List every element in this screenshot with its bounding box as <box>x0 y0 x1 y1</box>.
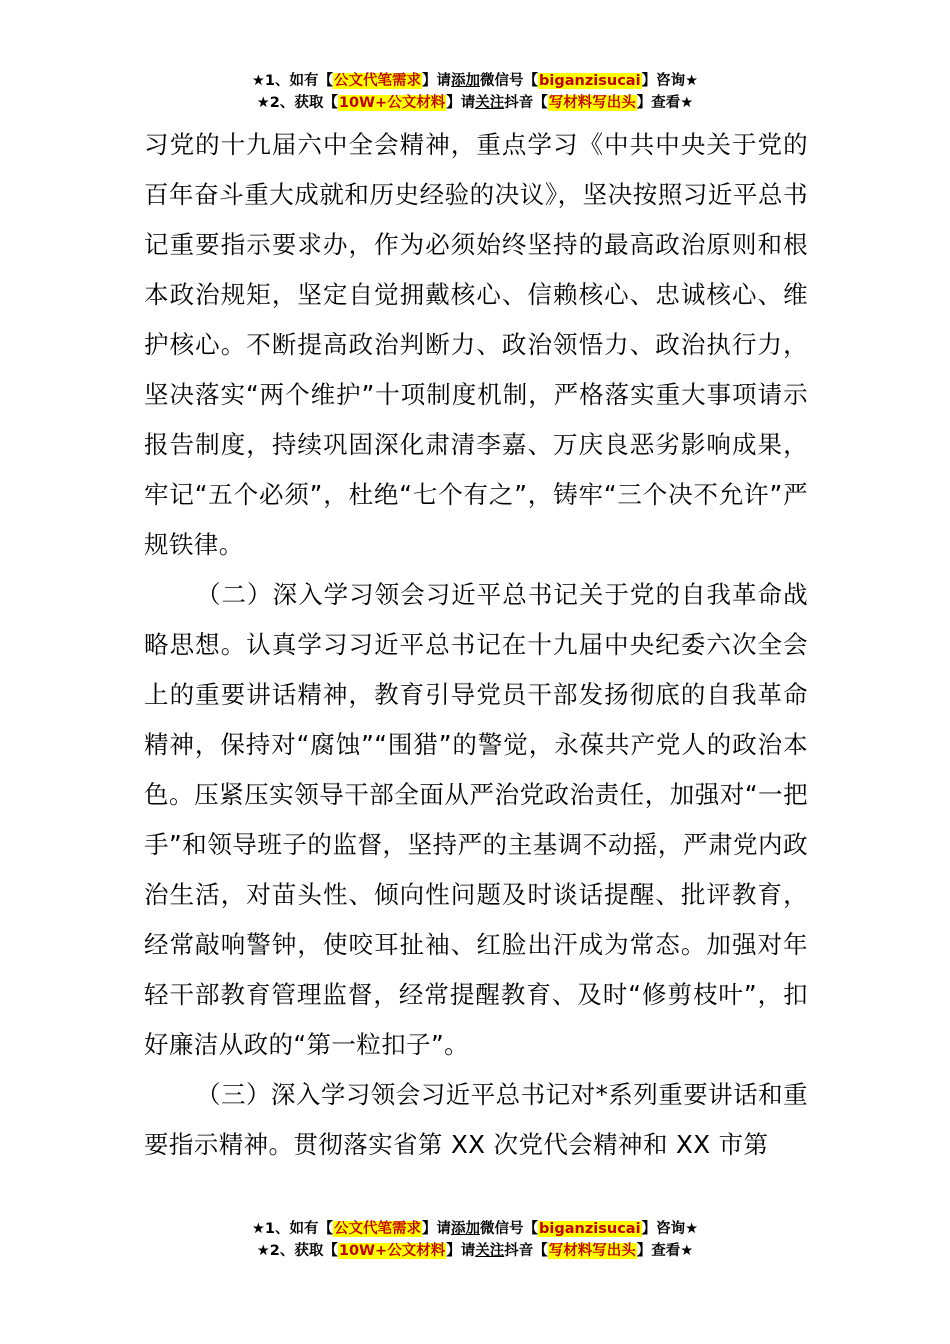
banner-highlight: biganzisucai <box>539 1221 641 1237</box>
body-paragraph-2: （二）深入学习领会习近平总书记关于党的自我革命战略思想。认真学习习近平总书记在十九届中央纪委六次全会上的重要讲话精神，教育引导党员干部发扬彻底的自我革命精神，保持对“腐蚀”“围猎”的警觉，永葆共产党人的政治本色。压紧压实领导干部全面从严治党政治责任，加强对“一把手”和领导班子的监督，坚持严的主基调不动摇，严肃党内政治生活，对苗头性、倾向性问题及时谈话提醒、批评教育，经常敲响警钟，使咬耳扯袖、红脸出汗成为常态。加强对年轻干部教育管理监督，经常提醒教育、及时“修剪枝叶”，扣好廉洁从政的“第一粒扣子”。 <box>144 580 808 1059</box>
banner-highlight: 10W+公文材料 <box>338 95 446 111</box>
banner-emphasis: 关注 <box>475 1243 505 1259</box>
banner-highlight: 写材料写出头 <box>548 1243 636 1259</box>
banner-text: 】查看★ <box>636 1243 694 1259</box>
footer-banner-line-2 <box>0 1240 950 1262</box>
header-banner-line-2 <box>0 92 950 114</box>
banner-text: 抖音【 <box>504 95 548 111</box>
banner-text: 】请 <box>446 1243 476 1259</box>
footer-banner <box>0 1218 950 1262</box>
banner-text: 】请 <box>422 1221 452 1237</box>
body-paragraph-1: 习党的十九届六中全会精神，重点学习《中共中央关于党的百年奋斗重大成就和历史经验的决议》，坚决按照习近平总书记重要指示要求办，作为必须始终坚持的最高政治原则和根本政治规矩，坚定自觉拥戴核心、信赖核心、忠诚核心、维护核心。不断提高政治判断力、政治领悟力、政治执行力，坚决落实“两个维护”十项制度机制，严格落实重大事项请示报告制度，持续巩固深化肃清李嘉、万庆良恶劣影响成果，牢记“五个必须”，杜绝“七个有之”，铸牢“三个决不允许”严规铁律。 <box>144 130 808 559</box>
banner-text: 】请 <box>446 95 476 111</box>
banner-text: 微信号【 <box>480 1221 539 1237</box>
banner-emphasis: 添加 <box>451 73 481 89</box>
banner-emphasis: 关注 <box>475 95 505 111</box>
header-banner <box>0 70 950 114</box>
banner-highlight: 10W+公文材料 <box>338 1243 446 1259</box>
body-paragraph-3: （三）深入学习领会习近平总书记对*系列重要讲话和重要指示精神。贯彻落实省第 XX 次党代会精神和 XX 市第 <box>144 1080 808 1159</box>
banner-text: ★2、获取【 <box>256 95 338 111</box>
banner-emphasis: 添加 <box>451 1221 481 1237</box>
banner-text: 】查看★ <box>636 95 694 111</box>
banner-text: ★1、如有【 <box>251 1221 334 1237</box>
banner-text: ★2、获取【 <box>256 1243 338 1259</box>
footer-banner-line-1 <box>0 1218 950 1240</box>
banner-highlight: 写材料写出头 <box>548 95 636 111</box>
banner-text: 微信号【 <box>480 73 539 89</box>
banner-highlight: biganzisucai <box>539 73 641 89</box>
document-body <box>144 120 808 1170</box>
banner-text: ★1、如有【 <box>251 73 334 89</box>
banner-text: 】咨询★ <box>641 73 699 89</box>
header-banner-line-1 <box>0 70 950 92</box>
banner-highlight: 公文代笔需求 <box>334 1221 422 1237</box>
banner-highlight: 公文代笔需求 <box>334 73 422 89</box>
banner-text: 抖音【 <box>504 1243 548 1259</box>
banner-text: 】咨询★ <box>641 1221 699 1237</box>
banner-text: 】请 <box>422 73 452 89</box>
